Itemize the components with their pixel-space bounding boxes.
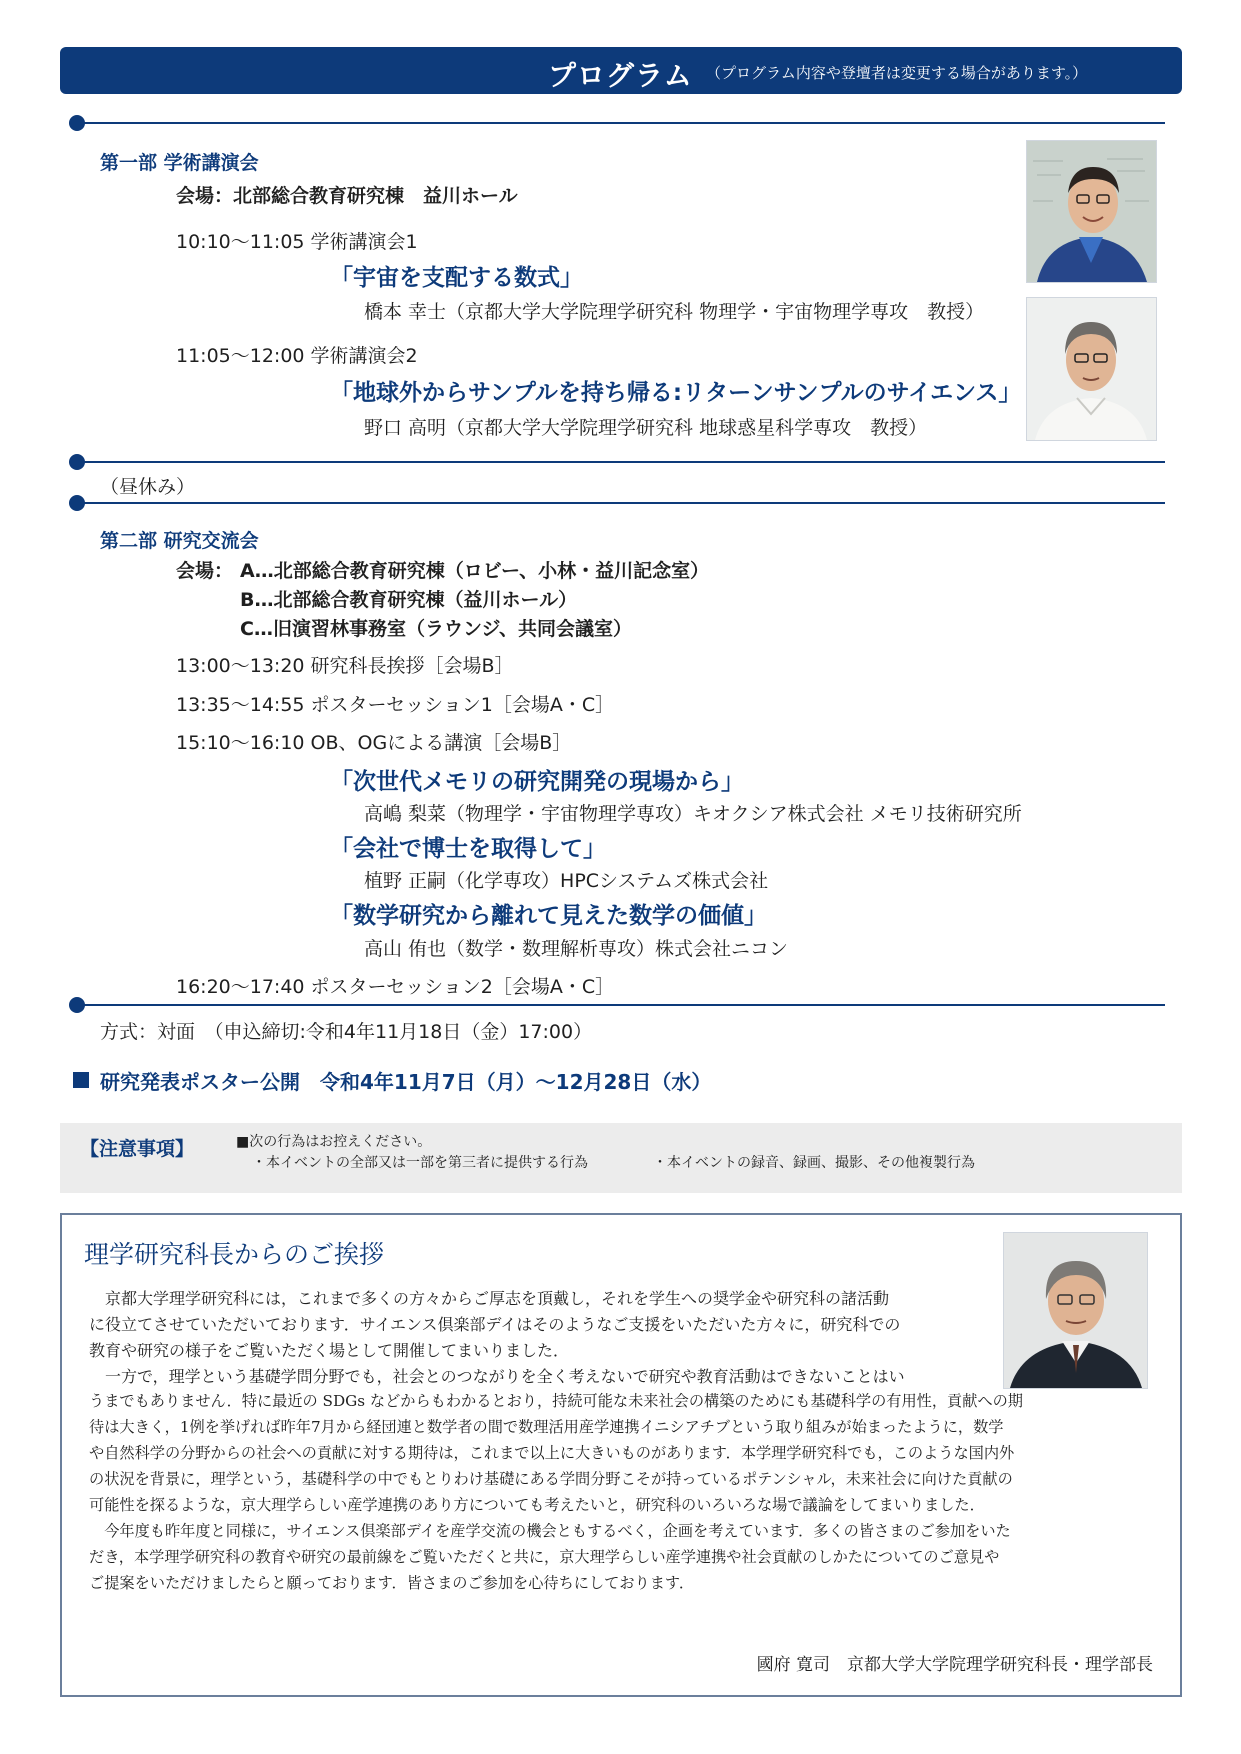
greeting-line: だき，本学理学研究科の教育や研究の最前線をご覧いただくと共に，京大理学らしい産学連携や社会貢献のしかたについてのご意見や: [89, 1548, 1000, 1566]
part1-heading: 第一部 学術講演会: [100, 152, 259, 174]
talk2-title: 「会社で博士を取得して」: [330, 836, 606, 862]
speaker1-photo: [1026, 140, 1157, 283]
talk3-speaker: 高山 侑也（数学・数理解析専攻）株式会社ニコン: [364, 938, 789, 960]
timeline-rule: [77, 122, 1165, 124]
program-note: （プログラム内容や登壇者は変更する場合があります。）: [706, 64, 1088, 82]
schedule-item: 15:10〜16:10 OB、OGによる講演［会場B］: [176, 732, 572, 754]
greeting-line: うまでもありません．特に最近の SDGs などからもわかるとおり，持続可能な未来社会の構築のためにも基礎科学の有用性，貢献への期: [89, 1392, 1023, 1410]
talk1-title: 「次世代メモリの研究開発の現場から」: [330, 769, 744, 795]
greeting-line: 教育や研究の様子をご覧いただく場として開催してまいりました．: [89, 1341, 570, 1360]
greeting-line: 今年度も昨年度と同様に，サイエンス倶楽部デイを産学交流の機会ともするべく，企画を考えています．多くの皆さまのご参加をいた: [89, 1522, 1011, 1540]
notice-box: [60, 1123, 1182, 1193]
greeting-signature: 國府 寛司 京都大学大学院理学研究科長・理学部長: [756, 1655, 1153, 1675]
lecture2-time: 11:05〜12:00 学術講演会2: [176, 345, 418, 367]
talk3-title: 「数学研究から離れて見えた数学の価値」: [330, 903, 767, 929]
format-line: 方式：対面 （申込締切:令和4年11月18日（金）17:00）: [100, 1021, 593, 1043]
timeline-rule: [77, 502, 1165, 504]
lecture1-time: 10:10〜11:05 学術講演会1: [176, 231, 418, 253]
timeline-rule: [77, 461, 1165, 463]
greeting-line: や自然科学の分野からの社会への貢献に対する期待は，これまで以上に大きいものがあります．本学理学研究科でも，このような国内外: [89, 1444, 1015, 1462]
greeting-line: の状況を背景に，理学という，基礎科学の中でもとりわけ基礎にある学問分野こそが持っているポテンシャル，未来社会に向けた貢献の: [89, 1470, 1013, 1488]
poster-exhibition: 研究発表ポスター公開 令和4年11月7日（月）〜12月28日（水）: [100, 1070, 712, 1094]
talk2-speaker: 植野 正嗣（化学専攻）HPCシステムズ株式会社: [364, 870, 769, 892]
greeting-line: 京都大学理学研究科には，これまで多くの方々からご厚志を頂戴し，それを学生への奨学金や研究科の諸活動: [89, 1289, 890, 1308]
lecture2-speaker: 野口 高明（京都大学大学院理学研究科 地球惑星科学専攻 教授）: [364, 417, 928, 439]
notice-title: 【注意事項】: [80, 1138, 195, 1160]
part2-venue-a: A…北部総合教育研究棟（ロビー、小林・益川記念室）: [240, 560, 710, 582]
greeting-line: 一方で，理学という基礎学問分野でも，社会とのつながりを全く考えないで研究や教育活動はできないことはい: [89, 1367, 905, 1386]
schedule-item: 13:00〜13:20 研究科長挨拶［会場B］: [176, 655, 514, 677]
schedule-closing: 16:20〜17:40 ポスターセッション2［会場A・C］: [176, 976, 615, 998]
part2-heading: 第二部 研究交流会: [100, 530, 259, 552]
greeting-line: 待は大きく，1例を挙げれば昨年7月から経団連と数学者の間で数理活用産学連携イニシアチブという取り組みが始まったように，数学: [89, 1418, 1004, 1436]
lecture2-title: 「地球外からサンプルを持ち帰る:リターンサンプルのサイエンス」: [330, 380, 1022, 406]
lunch-break: （昼休み）: [100, 476, 196, 498]
part2-venue-b: B…北部総合教育研究棟（益川ホール）: [240, 589, 578, 611]
talk1-speaker: 高嶋 梨菜（物理学・宇宙物理学専攻）キオクシア株式会社 メモリ技術研究所: [364, 803, 1022, 825]
timeline-rule: [77, 1004, 1165, 1006]
notice-item: ・本イベントの全部又は一部を第三者に提供する行為: [252, 1155, 588, 1171]
greeting-line: ご提案をいただけましたらと願っております．皆さまのご参加を心待ちにしております．: [89, 1574, 695, 1592]
part2-venue-label: 会場：: [176, 560, 234, 582]
part1-venue: 会場：北部総合教育研究棟 益川ホール: [176, 185, 518, 207]
part2-venue-c: C…旧演習林事務室（ラウンジ、共同会議室）: [240, 618, 632, 640]
notice-line: ■次の行為はお控えください。: [236, 1134, 432, 1150]
greeting-line: 可能性を探るような，京大理学らしい産学連携のあり方についても考えたいと，研究科のいろいろな場で議論をしてまいりました．: [89, 1496, 985, 1514]
bullet-square: [73, 1072, 89, 1088]
greeting-line: に役立てさせていただいております．サイエンス倶楽部デイはそのようなご支援をいただいた方々に，研究科での: [89, 1315, 901, 1334]
program-title: プログラム: [548, 59, 693, 92]
lecture1-speaker: 橋本 幸士（京都大学大学院理学研究科 物理学・宇宙物理学専攻 教授）: [364, 301, 985, 323]
lecture1-title: 「宇宙を支配する数式」: [330, 265, 583, 291]
schedule-item: 13:35〜14:55 ポスターセッション1［会場A・C］: [176, 694, 615, 716]
greeting-title: 理学研究科長からのご挨拶: [84, 1240, 385, 1269]
dean-photo: [1003, 1232, 1148, 1389]
speaker2-photo: [1026, 297, 1157, 441]
notice-item: ・本イベントの録音、録画、撮影、その他複製行為: [653, 1155, 975, 1171]
